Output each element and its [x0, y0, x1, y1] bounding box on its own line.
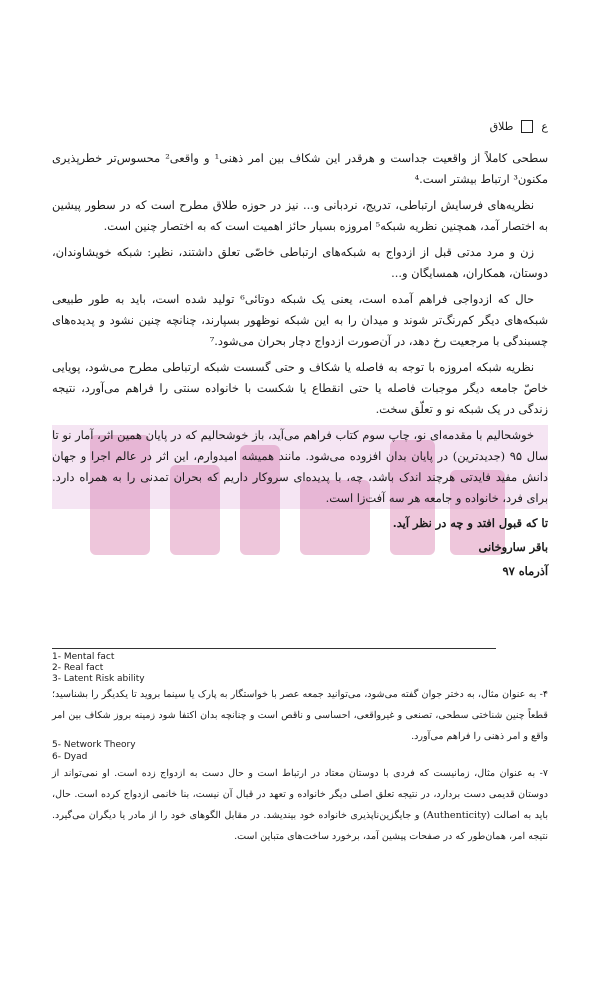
closing-line: تا که قبول افتد و چه در نظر آید.	[392, 516, 548, 530]
footnote-7: ۷- به عنوان مثال، زمانیست که فردی با دوستان معتاد در ارتباط است و حال دست به ازدواج زده است. او نمی‌تواند از دوستان قدیمی دست بردارد، در نتیجه تعلق اصلی دیگر خانواده و تعهد در قبال آن نیست، بنا خانمی ازدواج کرده است. حال، باید به اصالت (Authenticity) و جایگزین‌ناپذیری خانواده خود بیندیشد. در مقابل الگوهای خود را از مادر یا دیگران می‌گیرد. نتیجه امر، همان‌طور که در صفحات پیشین آمد، برخورد ساخت‌های متباین است.	[52, 768, 548, 842]
paragraph: نظریه شبکه امروزه با توجه به فاصله یا شکاف و حتی گسست شبکه ارتباطی مطرح می‌شود، پویایی خاصّ جامعه دیگر موجبات فاصله یا حتی انقطاع یا شکست با خانواده سنتی را فراهم می‌آورد، نتیجه زندگی در یک شبکه نو و تعلّق سخت.	[52, 360, 548, 416]
author-name: باقر ساروخانی	[478, 540, 548, 554]
signature-block	[393, 512, 548, 584]
body-text	[52, 148, 548, 514]
page-letter: ع	[541, 120, 548, 133]
footnote-divider	[52, 648, 496, 649]
highlighted-paragraph: خوشحالیم با مقدمه‌ای نو، چاپ سوم کتاب فراهم می‌آید، باز خوشحالیم که در پایان همین اثر، آمار نو تا سال ۹۵ (جدیدترین) در پایان بدان افزوده می‌شود. مانند همیشه امیدوارم، این اثر در عالم اجرا و جهان دانش مفید فایدتی هرچند اندک باشد، چه، با پدیده‌ای سروکار داریم که بحران تمدنی را به همراه دارد. برای فرد، خانواده و جامعه هر سه آفت‌زا است.	[52, 425, 548, 509]
paragraph: زن و مرد مدتی قبل از ازدواج به شبکه‌های ارتباطی خاصّی تعلق داشتند، نظیر: شبکه خویشاوندان، دوستان، همکاران، همسایگان و...	[52, 245, 548, 280]
paragraph: سطحی کاملاً از واقعیت جداست و هرقدر این شکاف بین امر ذهنی¹ و واقعی² محسوس‌تر خطرپذیری مکنون³ ارتباط بیشتر است.⁴	[52, 151, 549, 186]
footnote-1: 1- Mental fact	[52, 652, 115, 662]
section-title: طلاق	[489, 120, 514, 133]
footnote-6: 6- Dyad	[52, 752, 88, 762]
paragraph: نظریه‌های فرسایش ارتباطی، تدریج، نردبانی و... نیز در حوزه طلاق مطرح است که در سطور پیشین به اختصار آمد، همچنین نظریه شبکه⁵ امروزه بسیار حائز اهمیت است که به اختصار چنین است.	[52, 198, 548, 233]
footnote-3: 3- Latent Risk ability	[52, 674, 145, 684]
square-bullet-icon	[521, 120, 533, 133]
footnote-2: 2- Real fact	[52, 663, 104, 673]
running-head	[490, 120, 548, 133]
paragraph: حال که ازدواجی فراهم آمده است، یعنی یک شبکه دوتائی⁶ تولید شده است، باید به طور طبیعی شبکه‌های دیگر کم‌رنگ‌تر شوند و میدان را به این شبکه نوظهور بسپارند، چنانچه چنین نشود و پدیده‌های چسبندگی با مرجعیت رخ دهد، در آن‌صورت ازدواج دچار بحران می‌شود.⁷	[52, 292, 548, 348]
signature-date: آذرماه ۹۷	[502, 564, 548, 578]
footnote-4: ۴- به عنوان مثال، به دختر جوان گفته می‌شود، می‌توانید جمعه عصر با خواستگار به پارک یا سینما بروید تا یکدیگر را بشناسید؛ قطعاً چنین شناختی سطحی، تصنعی و غیرواقعی، احساسی و ناقص است و چنانچه بدان اکتفا شود زمینه بروز شکاف بین امر واقع و امر ذهنی را فراهم می‌آورد.	[52, 689, 548, 742]
footnote-5: 5- Network Theory	[52, 740, 136, 750]
